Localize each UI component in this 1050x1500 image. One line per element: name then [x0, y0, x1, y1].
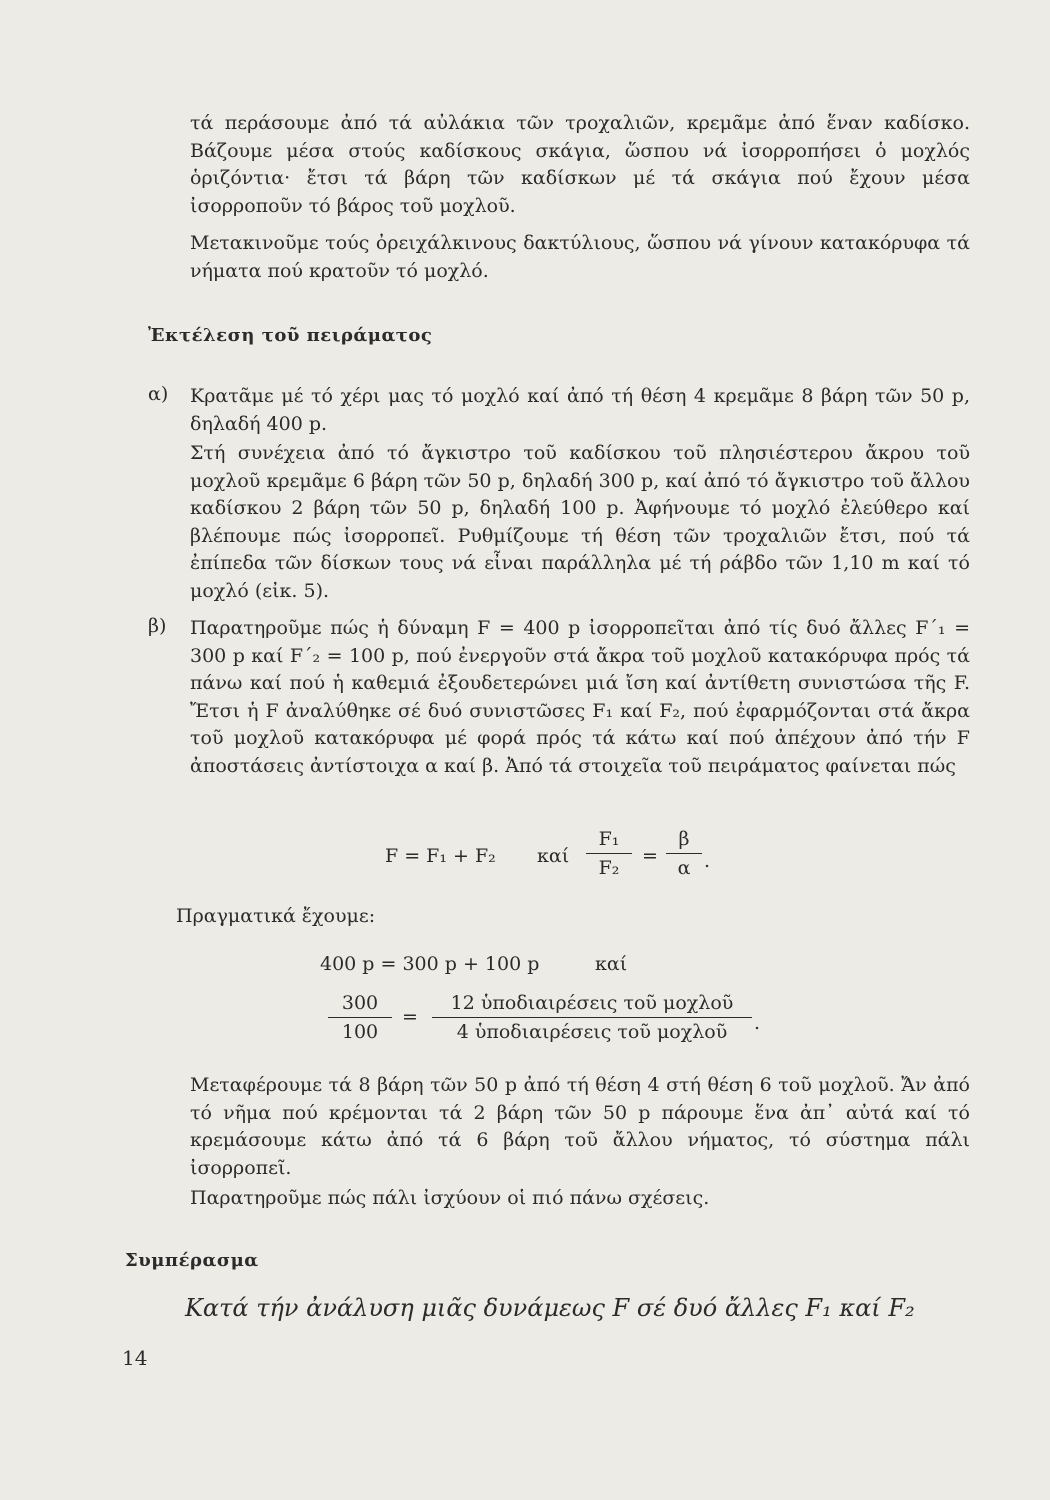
fraction-forces-denominator: F₂ [598, 857, 620, 879]
practical-label: Πραγματικά ἔχουμε: [176, 905, 376, 927]
section-heading-experiment: Ἐκτέλεση τοῦ πειράματος [148, 325, 433, 346]
alpha-paragraph-2: Στή συνέχεια ἀπό τό ἄγκιστρο τοῦ καδίσκου τοῦ πλησιέστερου ἄκρου τοῦ μοχλοῦ κρεμᾶμε 6 βάρη τῶν 50 p, δηλαδή 300 p, καί ἀπό τό ἄγκιστρο τοῦ ἄλλου καδίσκου 2 βάρη τῶν 50 p, δηλαδή 100 p. Ἀφήνουμε τό μοχλό ἐλεύθερο καί βλέπουμε πώς ἰσορροπεῖ. Ρυθμίζουμε τή θέση τῶν τροχαλιῶν ἔτσι, πού τά ἐπίπεδα τῶν δίσκων τους νά εἶναι παράλληλα μέ τή ράβδο τῶν 1,10 m καί τό μοχλό (εἰκ. 5). [190, 442, 970, 602]
conclusion-text: Κατά τήν ἀνάλυση μιᾶς δυνάμεως F σέ δυό ἄλλες F₁ καί F₂ [185, 1294, 915, 1322]
formula-ratio-equals: = [402, 1006, 418, 1028]
beta-paragraph: Παρατηροῦμε πώς ἡ δύναμη F = 400 p ἰσορροπεῖται ἀπό τίς δυό ἄλλες F΄₁ = 300 p καί F΄₂ = 100 p, πού ἐνεργοῦν στά ἄκρα τοῦ μοχλοῦ κατακόρυφα πρός τά πάνω καί πού ἡ καθεμιά ἐξουδετερώνει μιά ἴση καί ἀντίθετη συνιστώσα τῆς F. Ἔτσι ἡ F ἀναλύθηκε σέ δυό συνιστῶσες F₁ καί F₂, πού ἐφαρμόζονται στά ἄκρα τοῦ μοχλοῦ κατακόρυφα μέ φορά πρός τά κάτω καί πού ἀπέχουν ἀπό τήν F ἀποστάσεις ἀντίστοιχα α καί β. Ἀπό τά στοιχεῖα τοῦ πειράματος φαίνεται πώς [190, 617, 970, 777]
formula-weights-and: καί [595, 953, 628, 975]
intro-paragraph-1: τά περάσουμε ἀπό τά αὐλάκια τῶν τροχαλιῶν, κρεμᾶμε ἀπό ἕναν καδίσκο. Βάζουμε μέσα στούς καδίσκους σκάγια, ὥσπου νά ἰσορροπήσει ὁ μοχλός ὁριζόντια· ἔτσι τά βάρη τῶν καδίσκων μέ τά σκάγια πού ἔχουν μέσα ἰσορροποῦν τό βάρος τοῦ μοχλοῦ. [190, 112, 970, 217]
intro-paragraph-2: Μετακινοῦμε τούς ὀρειχάλκινους δακτύλιους, ὥσπου νά γίνουν κατακόρυφα τά νήματα πού κρατοῦν τό μοχλό. [190, 232, 970, 282]
fraction-forces [586, 828, 632, 879]
formula-weights: 400 p = 300 p + 100 p [320, 953, 540, 975]
formula-ratio-period: . [754, 1012, 761, 1034]
closing-paragraph-1: Μεταφέρουμε τά 8 βάρη τῶν 50 p ἀπό τή θέση 4 στή θέση 6 τοῦ μοχλοῦ. Ἄν ἀπό τό νῆμα πού κρέμονται τά 2 βάρη τῶν 50 p πάρουμε ἕνα ἀπ᾿ αὐτά καί τό κρεμάσουμε κάτω ἀπό τά 6 βάρη τοῦ ἄλλου νήματος, τό σύστημα πάλι ἰσορροπεῖ. [190, 1074, 970, 1179]
fraction-weights-denominator: 100 [341, 1021, 379, 1043]
fraction-weights [328, 992, 392, 1043]
formula-and: καί [537, 845, 570, 867]
page-number: 14 [122, 1346, 148, 1370]
formula-sum: F = F₁ + F₂ [385, 845, 496, 867]
fraction-subdivisions [432, 992, 752, 1043]
item-marker-beta: β) [148, 615, 167, 637]
fraction-weights-numerator: 300 [328, 992, 392, 1018]
section-heading-conclusion: Συμπέρασμα [125, 1250, 259, 1271]
fraction-subdivisions-denominator: 4 ὑποδιαιρέσεις τοῦ μοχλοῦ [456, 1021, 728, 1043]
fraction-distances-denominator: α [677, 857, 691, 879]
formula-equals: = [642, 845, 658, 867]
formula-period: . [704, 850, 711, 872]
alpha-paragraph-1: Κρατᾶμε μέ τό χέρι μας τό μοχλό καί ἀπό τή θέση 4 κρεμᾶμε 8 βάρη τῶν 50 p, δηλαδή 400 p. [190, 385, 970, 435]
closing-paragraph-2: Παρατηροῦμε πώς πάλι ἰσχύουν οἱ πιό πάνω σχέσεις. [190, 1187, 710, 1209]
fraction-subdivisions-numerator: 12 ὑποδιαιρέσεις τοῦ μοχλοῦ [432, 992, 752, 1018]
fraction-forces-numerator: F₁ [586, 828, 632, 854]
fraction-distances-numerator: β [666, 828, 702, 854]
fraction-distances [666, 828, 702, 879]
item-marker-alpha: α) [148, 383, 169, 405]
